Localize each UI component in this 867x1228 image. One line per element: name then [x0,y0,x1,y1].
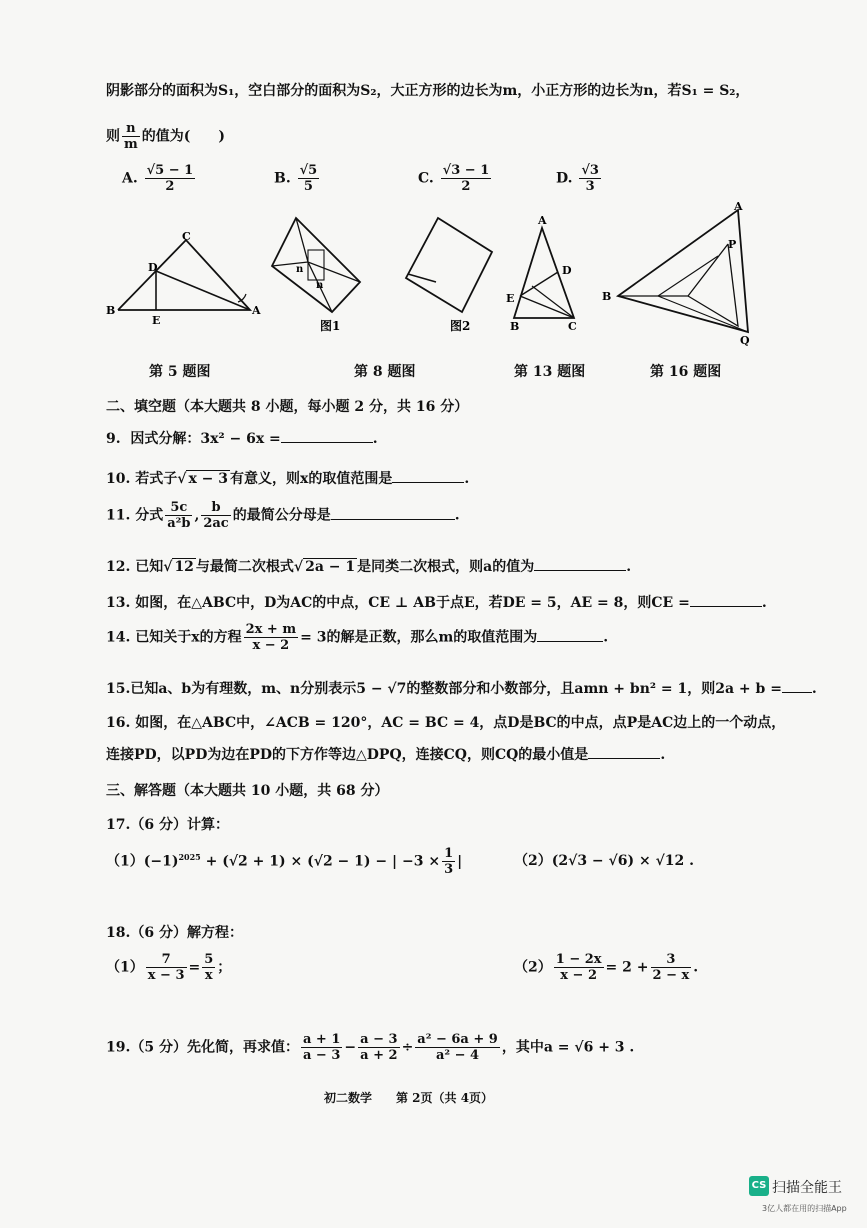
question-9: 9. 因式分解：3x² − 6x = . [106,428,378,448]
fig5-label-d: D [148,261,158,274]
question-19: 19.（5 分）先化简，再求值： $\frac{a + 1}{a - 3}$ − $\frac{a - 3}{a + 2}$ ÷ $\frac{\text{a² − 6a + 9}}{\text{a² − 4}}$ ，其中a = √6 + 3 . [106,1032,635,1063]
fig8-label-n2: n [316,280,324,291]
camscanner-name: 扫描全能王 [772,1180,842,1196]
question-16-line2: 连接PD，以PD为边在PD的下方作等边△DPQ，连接CQ，则CQ的最小值是 . [106,744,665,764]
question-16-line1: 16. 如图，在△ABC中，∠ACB = 120°，AC = BC = 4，点D是BC的中点，点P是AC边上的一个动点， [106,715,786,731]
figure-q8-1 [268,212,368,337]
answer-blank-10 [392,468,464,483]
figure-q8-2 [398,212,498,337]
fig5-label-b: B [106,304,116,317]
option-a: A. $\frac{√5 - 1}{2}$ [122,163,194,194]
question-17-part2: （2）(2√3 − √6) × √12 . [514,853,695,869]
option-c: C. $\frac{√3 - 1}{2}$ [418,163,490,194]
q8-line2: 则 $\frac{n}{m}$ 的值为( ) [106,121,226,152]
question-18-heading: 18.（6 分）解方程： [106,925,243,941]
fig16-label-p: P [728,238,737,251]
question-18-part2: （2） $\frac{1 - 2x}{x - 2}$ = 2 + $\frac{3}{2 - x}$ . [514,952,699,983]
question-15: 15.已知a、b为有理数，m、n分别表示5 − √7的整数部分和小数部分，且amn + bn² = 1，则2a + b = . [106,678,817,698]
question-12: 12. 已知√ 12 与最简二次根式√ 2a − 1 是同类二次根式，则a的值为 . [106,556,631,576]
question-14: 14. 已知关于x的方程 $\frac{2x + m}{x - 2}$ = 3的解是正数，那么m的取值范围为 . [106,622,609,653]
caption-q5: 第 5 题图 [149,364,211,380]
figure-q13 [502,212,592,337]
answer-blank-12 [534,556,626,571]
fig1-caption: 图1 [320,319,341,333]
fig13-label-b: B [510,320,520,333]
answer-blank-9 [281,428,373,443]
question-10: 10. 若式子√ x − 3 有意义，则x的取值范围是 . [106,468,469,488]
fig16-label-a: A [734,200,743,213]
fig13-label-a: A [538,214,547,227]
question-17-heading: 17.（6 分）计算： [106,817,229,833]
fig2-caption: 图2 [450,319,471,333]
caption-q13: 第 13 题图 [514,364,586,380]
caption-q16: 第 16 题图 [650,364,722,380]
caption-q8: 第 8 题图 [354,364,416,380]
fig5-label-c: C [182,230,191,243]
answer-blank-14 [537,627,603,642]
question-17-part1: $(1)(-1)^{2025} + (√2 + 1) \times (√2 - 1)$ − | −3 × $\frac{1}{3}$ | [106,846,463,877]
fig5-label-a: A [252,304,261,317]
camscanner-tagline: 3亿人都在用的扫描App [762,1204,847,1213]
option-d: D. $\frac{√3}{3}$ [556,163,599,194]
answer-blank-11 [331,505,455,520]
page-footer: 初二数学 第 2页（共 4页） [324,1091,494,1105]
camscanner-logo: CS [749,1176,769,1196]
answer-blank-15 [782,678,812,693]
fig13-label-d: D [562,264,572,277]
question-11: 11. 分式 $\frac{5c}{\text{a²b}}$ , $\frac{b}{2ac}$ 的最简公分母是 . [106,500,460,531]
fig13-label-c: C [568,320,577,333]
question-13: 13. 如图，在△ABC中，D为AC的中点，CE ⊥ AB于点E，若DE = 5，AE = 8，则CE = . [106,592,767,612]
figure-q16 [598,198,768,348]
fig8-label-n1: n [296,264,304,275]
question-18-part1: （1） $\frac{7}{x - 3}$ = $\frac{5}{x}$ ； [106,952,232,983]
answer-blank-16 [588,744,660,759]
option-b: B. $\frac{√5}{5}$ [274,163,318,194]
fig13-label-e: E [506,292,515,305]
section-fill-heading: 二、填空题（本大题共 8 小题，每小题 2 分，共 16 分） [106,399,469,415]
fig5-label-e: E [152,314,161,327]
fig16-label-q: Q [740,334,750,347]
figure-q5 [100,228,270,328]
answer-blank-13 [690,592,762,607]
section-answer-heading: 三、解答题（本大题共 10 小题，共 68 分） [106,783,389,799]
q8-line1: 阴影部分的面积为S₁，空白部分的面积为S₂，大正方形的边长为m，小正方形的边长为n，若S₁ = S₂， [106,83,750,99]
fig16-label-b: B [602,290,612,303]
